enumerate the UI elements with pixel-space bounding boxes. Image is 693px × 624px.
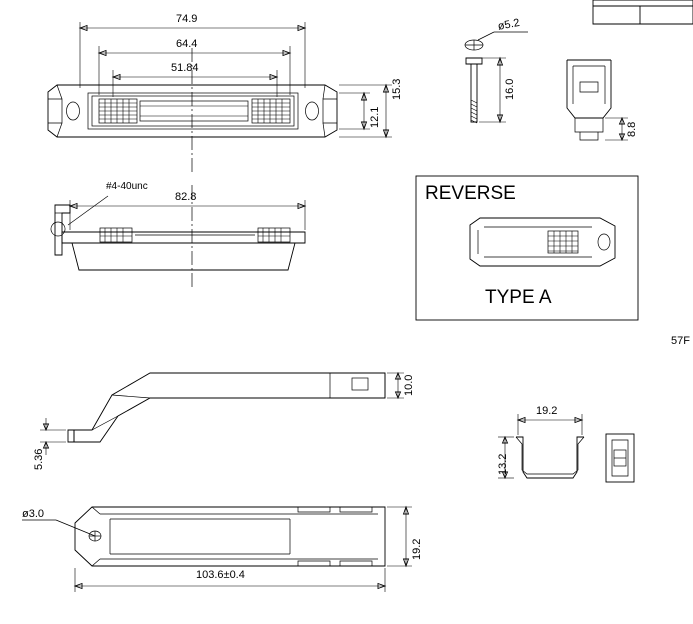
dim-body-height: 15.3 bbox=[391, 78, 403, 100]
dim-section-height: 13.2 bbox=[497, 453, 509, 475]
dim-inner-body-height: 12.1 bbox=[369, 106, 381, 128]
inset-subheading: TYPE A bbox=[485, 287, 552, 308]
screw-detail-view bbox=[465, 32, 528, 123]
dim-section-width: 19.2 bbox=[536, 405, 558, 417]
clip-detail-view bbox=[567, 60, 628, 140]
dim-bottom-width: 19.2 bbox=[411, 538, 423, 560]
dim-screw-head-diameter: ø5.2 bbox=[496, 16, 521, 33]
dim-clip-height: 8.8 bbox=[626, 121, 638, 137]
dim-thread-callout: #4-40unc bbox=[106, 181, 148, 192]
dim-screw-length: 16.0 bbox=[504, 78, 516, 100]
dim-side-length: 82.8 bbox=[175, 191, 197, 203]
dim-shell-width: 51.84 bbox=[171, 62, 199, 74]
dim-bottom-length: 103.6±0.4 bbox=[196, 569, 245, 581]
partial-part-number: 57F bbox=[671, 335, 690, 347]
dim-pin-hole-diameter: ø3.0 bbox=[22, 508, 45, 520]
dim-overall-width: 74.9 bbox=[176, 13, 198, 25]
side-view-dimension-lines bbox=[70, 200, 305, 230]
inset-heading: REVERSE bbox=[425, 183, 516, 204]
section-detail-view bbox=[498, 414, 634, 482]
dim-mounting-hole-pitch: 64.4 bbox=[176, 38, 198, 50]
top-view-dimension-lines bbox=[80, 22, 392, 137]
dim-latch-offset: 5.36 bbox=[33, 448, 45, 470]
title-block-fragment bbox=[593, 0, 693, 24]
dim-latch-height: 10.0 bbox=[403, 374, 415, 396]
latch-side-view bbox=[40, 373, 404, 455]
